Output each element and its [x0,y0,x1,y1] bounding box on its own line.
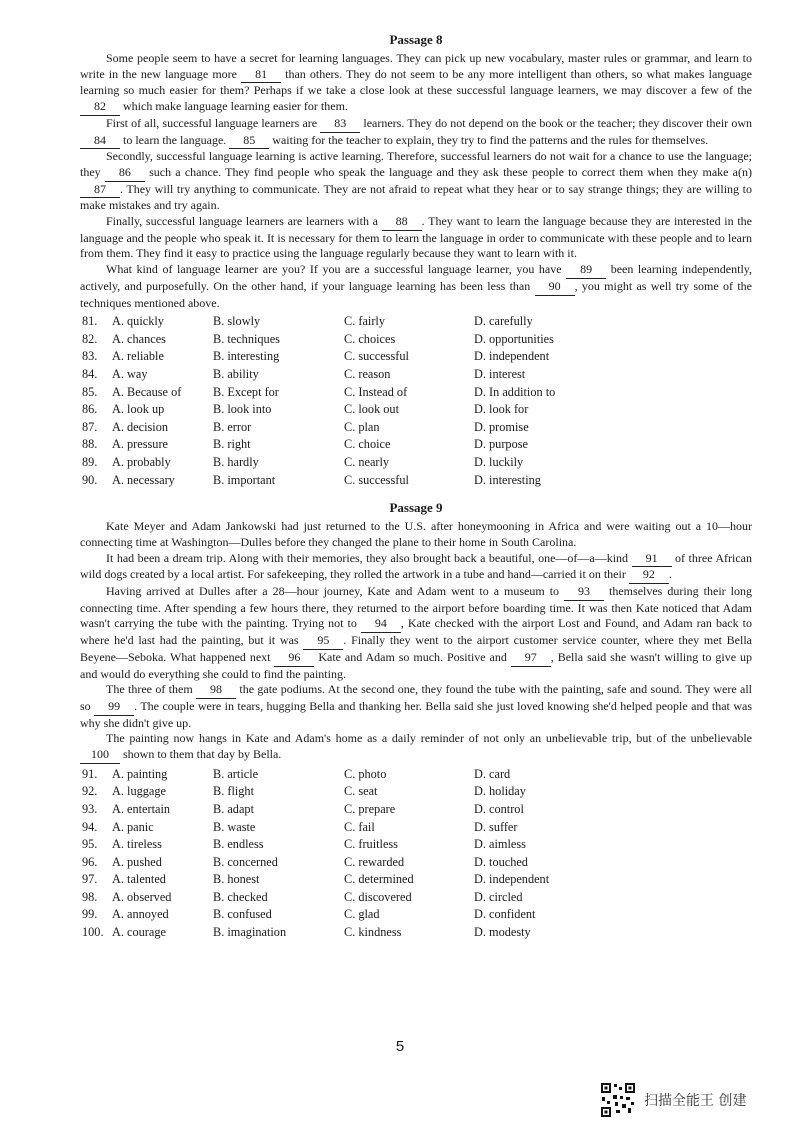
question-number: 100. [82,925,104,940]
blank-number: 92 [629,567,669,584]
passage-text [80,51,752,311]
option-b: B. right [213,437,251,452]
paragraph-text: Some people seem to have a secret for learning languages. They can pick up new vocabulary, master rules or grammar, and learn to write in the new language more [80,51,752,81]
option-b: B. honest [213,872,260,887]
paragraph [80,51,752,116]
question-number: 97. [82,872,98,887]
question-number: 88. [82,437,98,452]
option-c: C. discovered [344,889,412,904]
option-a: A. quickly [112,314,164,329]
paragraph-text: , you might as well try some of the techniques mentioned above. [80,278,752,310]
watermark-text: 扫描全能王 创建 [644,1093,747,1109]
option-a: A. annoyed [112,907,169,922]
paragraph [80,214,752,262]
option-c: C. reason [344,367,391,382]
option-a: A. tireless [112,837,162,852]
paragraph [80,519,752,550]
option-b: B. error [213,419,252,434]
option-row [80,837,752,855]
question-number: 95. [82,837,98,852]
option-a: A. courage [112,925,166,940]
option-a: A. reliable [112,349,164,364]
question-number: 85. [82,384,98,399]
option-c: C. determined [344,872,414,887]
question-number: 94. [82,819,98,834]
paragraph-text: Secondly, successful language learning is active learning. Therefore, successful learners do not wait for a chance to use the language; they [80,149,752,179]
option-a: A. necessary [112,472,175,487]
option-c: C. choice [344,437,391,452]
paragraph-text: to learn the language. [120,132,230,147]
option-d: D. circled [474,889,523,904]
option-a: A. talented [112,872,166,887]
blank-number: 97 [511,650,551,667]
option-d: D. promise [474,419,529,434]
option-row [80,367,752,385]
blank-number: 100 [80,747,120,764]
option-d: D. carefully [474,314,533,329]
option-d: D. touched [474,854,528,869]
option-a: A. painting [112,766,168,781]
paragraph-text: learners. They do not depend on the book or the teacher; they discover their own [360,115,752,130]
paragraph-text: the gate podiums. At the second one, they found the tube with the painting, safe and sound. They were all so [80,682,752,713]
question-number: 90. [82,472,98,487]
option-d: D. aimless [474,837,526,852]
paragraph-text: Kate and Adam so much. Positive and [314,649,511,664]
paragraph [80,731,752,763]
blank-number: 94 [361,616,401,633]
option-a: A. Because of [112,384,182,399]
option-row [80,820,752,838]
question-number: 92. [82,784,98,799]
option-a: A. pressure [112,437,169,452]
option-c: C. photo [344,766,387,781]
question-number: 84. [82,367,98,382]
paragraph-text: The three of them [106,682,197,697]
option-b: B. flight [213,784,254,799]
options-table [80,767,752,943]
paragraph-text: , Bella said she wasn't willing to give up and would do everything she could to find the painting. [80,649,752,681]
question-number: 91. [82,766,98,781]
option-a: A. decision [112,419,169,434]
option-d: D. look for [474,402,529,417]
option-c: C. choices [344,331,396,346]
option-b: B. important [213,472,276,487]
paragraph-text: such a chance. They find people who speak the language and they ask these people to correct them when they make a(n) [144,164,752,179]
option-c: C. successful [344,349,409,364]
option-b: B. waste [213,819,256,834]
option-d: D. suffer [474,819,518,834]
option-b: B. techniques [213,331,280,346]
blank-number: 99 [94,699,134,716]
option-a: A. pushed [112,854,162,869]
blank-number: 86 [105,165,145,182]
option-row [80,855,752,873]
paragraph-text: The painting now hangs in Kate and Adam's home as a daily reminder of not only an unbelievable trip, but of the unbelievable [106,731,752,746]
blank-number: 84 [80,133,120,150]
paragraph-text: . They will try anything to communicate. They are not afraid to repeat what they hear or to say strange things; they are willing to make mistakes and try again. [80,181,752,213]
option-row [80,872,752,890]
option-row [80,437,752,455]
option-row [80,784,752,802]
option-a: A. look up [112,402,165,417]
question-number: 99. [82,907,98,922]
option-row [80,802,752,820]
paragraph-text: shown to them that day by Bella. [120,747,282,762]
option-row [80,420,752,438]
option-row [80,402,752,420]
option-c: C. fail [344,819,375,834]
blank-number: 93 [564,584,604,601]
option-c: C. kindness [344,925,402,940]
paragraph-text: First of all, successful language learners are [106,115,321,130]
option-d: D. independent [474,872,550,887]
blank-number: 83 [320,116,360,133]
option-b: B. concerned [213,854,278,869]
option-row [80,332,752,350]
option-row [80,925,752,943]
option-c: C. fairly [344,314,385,329]
option-c: C. Instead of [344,384,408,399]
option-c: C. fruitless [344,837,398,852]
blank-number: 90 [535,279,575,296]
option-a: A. way [112,367,148,382]
passage-8 [80,32,752,490]
option-b: B. checked [213,889,268,904]
option-d: D. control [474,801,524,816]
passage-title: Passage 8 [389,32,443,47]
option-d: D. In addition to [474,384,556,399]
paragraph-text: It had been a dream trip. Along with their memories, they also brought back a beautiful, one—of—a—kind [106,550,632,565]
blank-number: 91 [632,551,672,568]
paragraph [80,262,752,311]
paragraph-text: . [668,567,672,582]
paragraph [80,149,752,214]
paragraph-text: been learning independently, actively, and purposefully. On the other hand, if your language learning has been less than [80,262,753,293]
option-b: B. Except for [213,384,279,399]
question-number: 98. [82,889,98,904]
option-d: D. holiday [474,784,526,799]
exam-page [80,32,752,943]
option-d: D. confident [474,907,536,922]
option-row [80,890,752,908]
option-a: A. luggage [112,784,166,799]
blank-number: 96 [274,650,314,667]
blank-number: 98 [196,682,236,699]
option-row [80,907,752,925]
passage-title: Passage 9 [389,500,443,516]
paragraph [80,584,752,682]
option-row [80,314,752,332]
option-a: A. chances [112,331,166,346]
blank-number: 87 [80,182,120,199]
passage-text [80,519,752,764]
option-d: D. modesty [474,925,531,940]
option-c: C. seat [344,784,378,799]
blank-number: 95 [303,633,343,650]
option-c: C. successful [344,472,409,487]
paragraph-text: which make language learning easier for them. [120,99,348,114]
blank-number: 85 [229,133,269,150]
option-b: B. confused [213,907,272,922]
option-a: A. probably [112,455,171,469]
question-number: 83. [82,349,98,364]
option-d: D. interest [474,367,526,382]
option-a: A. panic [112,819,154,834]
paragraph-text: . The couple were in tears, hugging Bella and thanking her. Bella said she just loved knowing she'd helped people and that was why she didn't give up. [80,698,752,730]
blank-number: 82 [80,99,120,116]
option-d: D. luckily [474,455,524,469]
paragraph-text: What kind of language learner are you? If you are a successful language learner, you have [106,262,567,277]
paragraph-text: . They want to learn the language because they are interested in the language and the people who speak it. It is necessary for them to learn the language in order to communicate with these people and to learn from them. They find it easy to practice using the language regularly because they want to learn with it. [80,214,752,261]
paragraph-text: Finally, successful language learners are learners with a [106,214,382,229]
paragraph-text: . Finally they went to the airport customer service counter, where they met Bella Beyene—Seboka. What happened next [80,633,752,664]
paragraph-text: waiting for the teacher to explain, they try to find the patterns and the rules for themselves. [269,132,709,147]
paragraph-text: , Kate checked with the airport Lost and Found, and Adam ran back to where he'd last had the painting, but it was [80,616,752,648]
option-b: B. adapt [213,801,254,816]
blank-number: 89 [566,262,606,279]
passage-9 [80,500,752,942]
option-b: B. article [213,766,259,781]
option-row [80,385,752,403]
option-a: A. entertain [112,801,171,816]
option-d: D. interesting [474,472,541,487]
option-d: D. opportunities [474,331,554,346]
option-row [80,349,752,367]
option-b: B. imagination [213,925,287,940]
option-row [80,473,752,491]
option-c: C. rewarded [344,854,405,869]
paragraph-text: themselves during their long connecting time. After spending a few hours there, they returned to the airport before boarding time. It was then Kate noticed that Adam wasn't carrying the tube with the painting. Trying not to [80,584,752,631]
blank-number: 81 [241,67,281,84]
page-number: 5 [395,1038,405,1055]
question-number: 82. [82,331,98,346]
option-c: C. look out [344,402,399,417]
blank-number: 88 [382,214,422,231]
option-row [80,455,752,473]
question-number: 81. [82,314,98,329]
paragraph-text: Kate Meyer and Adam Jankowski had just returned to the U.S. after honeymooning in Africa and were waiting out a 10—hour connecting time at Washington—Dulles before they changed the plane to their home in South Carolina. [80,519,752,549]
question-number: 96. [82,854,98,869]
option-d: D. independent [474,349,550,364]
question-number: 87. [82,419,98,434]
option-b: B. look into [213,402,272,417]
paragraph-text: of three African wild dogs created by a local artist. For safekeeping, they rolled the artwork in a tube and hand—carried it on their [80,550,752,582]
option-d: D. card [474,766,511,781]
option-c: C. nearly [344,455,390,469]
question-number: 86. [82,402,98,417]
paragraph-text: than others. They do not seem to be any more intelligent than others, so what makes language learning so much easier for them? Perhaps if we take a close look at these successful language learners, we may discover a few of the [80,66,752,98]
options-table [80,314,752,490]
question-number: 93. [82,801,98,816]
option-b: B. interesting [213,349,280,364]
option-b: B. hardly [213,455,259,469]
qr-code-icon [600,1082,636,1118]
paragraph [80,682,752,731]
option-b: B. endless [213,837,264,852]
option-row [80,767,752,785]
paragraph [80,116,752,149]
option-b: B. slowly [213,314,261,329]
option-c: C. glad [344,907,380,922]
option-b: B. ability [213,367,259,382]
option-c: C. plan [344,419,380,434]
scanner-watermark [600,1082,746,1118]
option-d: D. purpose [474,437,528,452]
option-c: C. prepare [344,801,396,816]
paragraph [80,551,752,584]
question-number: 89. [82,455,98,469]
option-a: A. observed [112,889,172,904]
paragraph-text: Having arrived at Dulles after a 28—hour journey, Kate and Adam went to a museum to [106,584,565,598]
